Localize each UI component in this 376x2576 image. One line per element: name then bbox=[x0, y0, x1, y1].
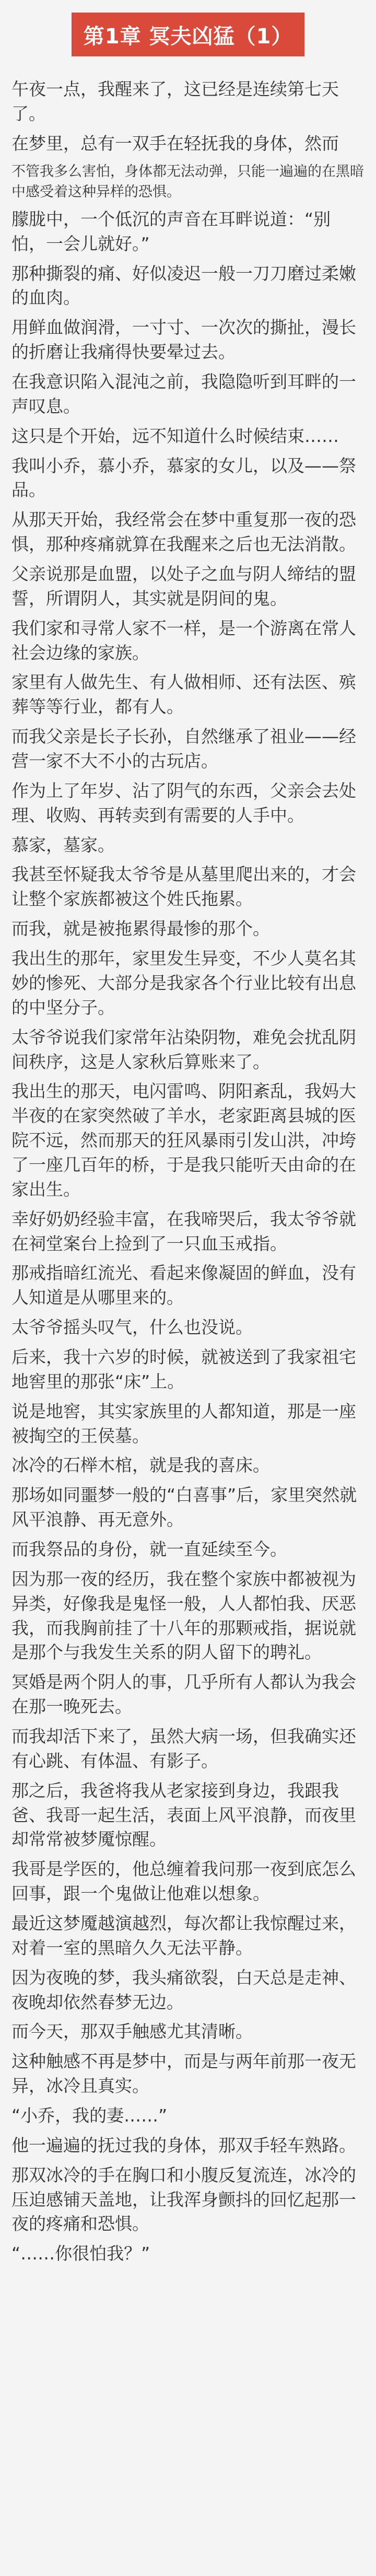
paragraph: 慕家，墓家。 bbox=[11, 834, 115, 855]
paragraph: 父亲说那是血盟，以处子之血与阴人缔结的盟誓，所谓阴人，其实就是阴间的鬼。 bbox=[11, 564, 356, 609]
chapter-title: 第1章 冥夫凶猛（1） bbox=[83, 24, 293, 49]
paragraph: 最近这梦魇越演越烈，每次都让我惊醒过来，对着一室的黑暗久久无法平静。 bbox=[11, 1913, 356, 1958]
paragraph: 作为上了年岁、沾了阴气的东西，父亲会去处理、收购、再转卖到有需要的人手中。 bbox=[11, 780, 356, 825]
paragraph: 冥婚是两个阴人的事，几乎所有人都认为我会在那一晚死去。 bbox=[11, 1672, 356, 1717]
paragraph: 而我，就是被拖累得最惨的那个。 bbox=[11, 918, 270, 939]
paragraph: 太爷爷摇头叹气，什么也没说。 bbox=[11, 1317, 253, 1338]
paragraph: 太爷爷说我们家常年沾染阴物，难免会扰乱阴间秩序，这是人家秋后算账来了。 bbox=[11, 1027, 356, 1072]
paragraph: 我叫小乔，慕小乔，慕家的女儿，以及——祭品。 bbox=[11, 455, 356, 500]
paragraph: 冰冷的石榉木棺，就是我的喜床。 bbox=[11, 1455, 270, 1476]
paragraph: “小乔，我的妻……” bbox=[11, 2105, 168, 2126]
paragraph: 幸好奶奶经验丰富，在我啼哭后，我太爷爷就在祠堂案台上捡到了一只血玉戒指。 bbox=[11, 1208, 356, 1254]
chapter-title-banner bbox=[72, 13, 304, 56]
paragraph: 而我祭品的身份，就一直延续至今。 bbox=[11, 1538, 287, 1559]
paragraph: 那种撕裂的痛、好似凌迟一般一刀刀磨过柔嫩的血肉。 bbox=[11, 263, 356, 308]
paragraph: 朦胧中，一个低沉的声音在耳畔说道：“别怕，一会儿就好。” bbox=[11, 208, 331, 254]
paragraph: 我甚至怀疑我太爷爷是从墓里爬出来的，才会让整个家族都被这个姓氏拖累。 bbox=[11, 864, 356, 910]
paragraph: 这种触感不再是梦中，而是与两年前那一夜无异，冰冷且真实。 bbox=[11, 2051, 356, 2096]
paragraph: 从那天开始，我经常会在梦中重复那一夜的恐惧，那种疼痛就算在我醒来之后也无法消散。 bbox=[11, 509, 356, 555]
paragraph: 在梦里，总有一双手在轻抚我的身体，然而 bbox=[11, 133, 339, 154]
chapter-content bbox=[11, 77, 365, 2266]
paragraph: 而我却活下来了，虽然大病一场，但我确实还有心跳、有体温、有影子。 bbox=[11, 1726, 356, 1771]
paragraph: 午夜一点，我醒来了，这已经是连续第七天了。 bbox=[11, 79, 339, 124]
paragraph: 用鲜血做润滑，一寸寸、一次次的撕扯，漫长的折磨让我痛得快要晕过去。 bbox=[11, 317, 356, 363]
paragraph: 那场如同噩梦一般的“白喜事”后，家里突然就风平浪静、再无意外。 bbox=[11, 1485, 357, 1530]
paragraph: 而今天，那双手触感尤其清晰。 bbox=[11, 2021, 253, 2042]
paragraph: 在我意识陷入混沌之前，我隐隐听到耳畔的一声叹息。 bbox=[11, 371, 356, 416]
paragraph: “……你很怕我？” bbox=[11, 2243, 150, 2264]
paragraph: 那之后，我爸将我从老家接到身边，我跟我爸、我哥一起生活，表面上风平浪静，而夜里却常常被梦魇惊醒。 bbox=[11, 1780, 356, 1850]
paragraph: 不管我多么害怕，身体都无法动弹，只能一遍遍的在黑暗中感受着这种异样的恐惧。 bbox=[11, 163, 364, 200]
paragraph: 因为夜晚的梦，我头痛欲裂，白天总是走神、夜晚却依然春梦无边。 bbox=[11, 1967, 356, 2012]
paragraph: 我出生的那年，家里发生异变，不少人莫名其妙的惨死、大部分是我家各个行业比较有出息的中坚分子。 bbox=[11, 948, 356, 1018]
paragraph: 那戒指暗红流光、看起来像凝固的鲜血，没有人知道是从哪里来的。 bbox=[11, 1263, 356, 1308]
paragraph: 因为那一夜的经历，我在整个家族中都被视为异类，好像我是鬼怪一般，人人都怕我、厌恶我，而我胸前挂了十八年的那颗戒指，据说就是那个与我发生关系的阴人留下的聘礼。 bbox=[11, 1568, 356, 1663]
paragraph: 说是地窖，其实家族里的人都知道，那是一座被掏空的王侯墓。 bbox=[11, 1401, 356, 1446]
paragraph: 家里有人做先生、有人做相师、还有法医、殡葬等等行业，都有人。 bbox=[11, 672, 356, 717]
paragraph: 我哥是学医的，他总缠着我问那一夜到底怎么回事，跟一个鬼做让他难以想象。 bbox=[11, 1859, 356, 1904]
paragraph: 这只是个开始，远不知道什么时候结束…… bbox=[11, 425, 339, 446]
paragraph: 而我父亲是长子长孙，自然继承了祖业——经营一家不大不小的古玩店。 bbox=[11, 726, 356, 772]
paragraph: 他一遍遍的抚过我的身体，那双手轻车熟路。 bbox=[11, 2135, 356, 2155]
paragraph: 我出生的那天，电闪雷鸣、阴阳紊乱，我妈大半夜的在家突然破了羊水，老家距离县城的医院不远，然而那天的狂风暴雨引发山洪，冲垮了一座几百年的桥，于是我只能听天由命的在家出生。 bbox=[11, 1081, 356, 1199]
paragraph: 后来，我十六岁的时候，就被送到了我家祖宅地窖里的那张“床”上。 bbox=[11, 1346, 356, 1392]
paragraph: 那双冰冷的手在胸口和小腹反复流连，冰冷的压迫感铺天盖地，让我浑身颤抖的回忆起那一夜的疼痛和恐惧。 bbox=[11, 2164, 356, 2234]
paragraph: 我们家和寻常人家不一样，是一个游离在常人社会边缘的家族。 bbox=[11, 617, 356, 663]
